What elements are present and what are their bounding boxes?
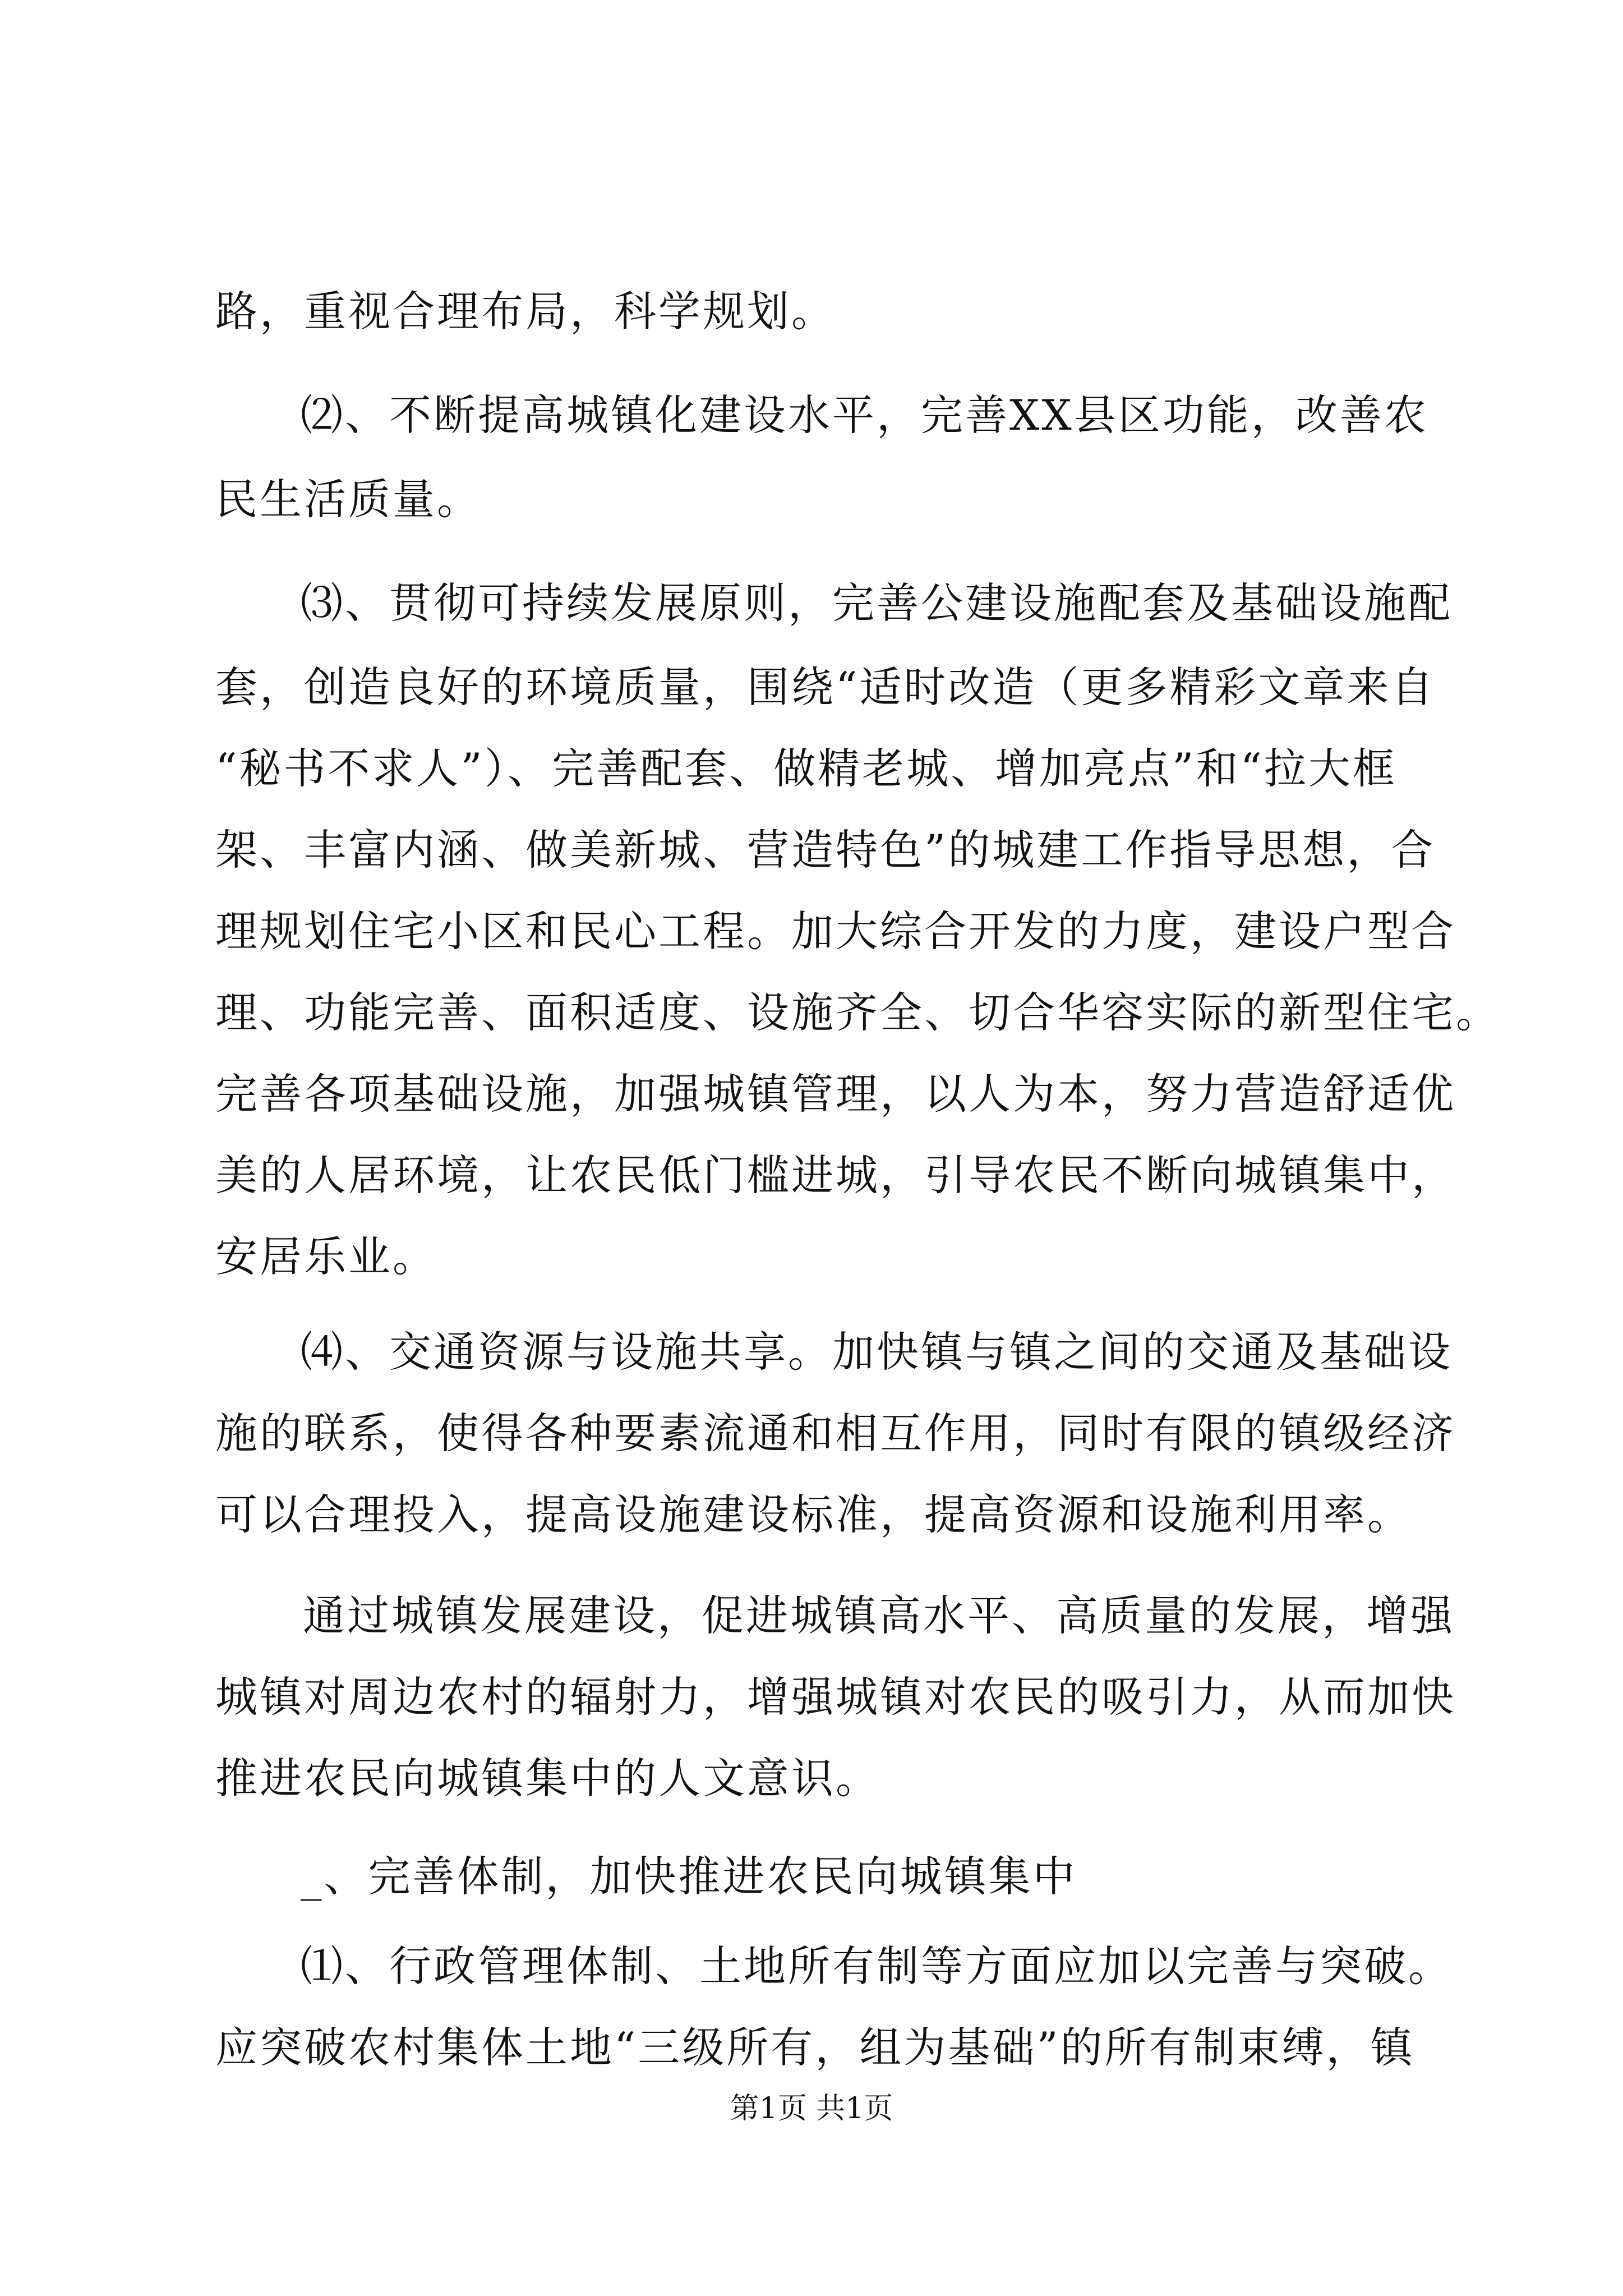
text-line: 推进农民向城镇集中的人文意识。 [215, 1754, 880, 1803]
text-line: ⑶、贯彻可持续发展原则，完善公建设施配套及基础设施配 [301, 578, 1453, 628]
page-number-footer: 第1页 共1页 [730, 2092, 893, 2125]
text-line: 美的人居环境，让农民低门槛进城，引导农民不断向城镇集中， [215, 1151, 1456, 1200]
text-line: 安居乐业。 [215, 1232, 437, 1281]
text-line: 施的联系，使得各种要素流通和相互作用，同时有限的镇级经济 [215, 1409, 1456, 1458]
text-line: 路，重视合理布局，科学规划。 [215, 287, 836, 336]
text-line: ⑴、行政管理体制、土地所有制等方面应加以完善与突破。 [301, 1941, 1453, 1991]
text-line: 理规划住宅小区和民心工程。加大综合开发的力度，建设户型合 [215, 907, 1456, 956]
text-line: 理、功能完善、面积适度、设施齐全、切合华容实际的新型住宅。 [215, 988, 1501, 1037]
section-heading: _、完善体制，加快推进农民向城镇集中 [301, 1852, 1077, 1901]
text-line: ⑵、不断提高城镇化建设水平，完善XX县区功能，改善农 [301, 390, 1428, 440]
text-line: 通过城镇发展建设，促进城镇高水平、高质量的发展，增强 [303, 1591, 1455, 1640]
text-line: 城镇对周边农村的辐射力，增强城镇对农民的吸引力，从而加快 [215, 1672, 1456, 1722]
text-line: 套，创造良好的环境质量，围绕“适时改造（更多精彩文章来自 [215, 662, 1436, 712]
text-line: 应突破农村集体土地“三级所有，组为基础”的所有制束缚，镇 [215, 2023, 1415, 2072]
text-line: 完善各项基础设施，加强城镇管理，以人为本，努力营造舒适优 [215, 1069, 1456, 1119]
text-line: “秘书不求人”）、完善配套、做精老城、增加亮点”和“拉大框 [215, 744, 1397, 793]
text-line: 民生活质量。 [215, 475, 482, 524]
text-line: 可以合理投入，提高设施建设标准，提高资源和设施利用率。 [215, 1490, 1412, 1539]
text-line: 架、丰富内涵、做美新城、营造特色”的城建工作指导思想，合 [215, 825, 1436, 875]
text-line: ⑷、交通资源与设施共享。加快镇与镇之间的交通及基础设 [301, 1327, 1453, 1377]
